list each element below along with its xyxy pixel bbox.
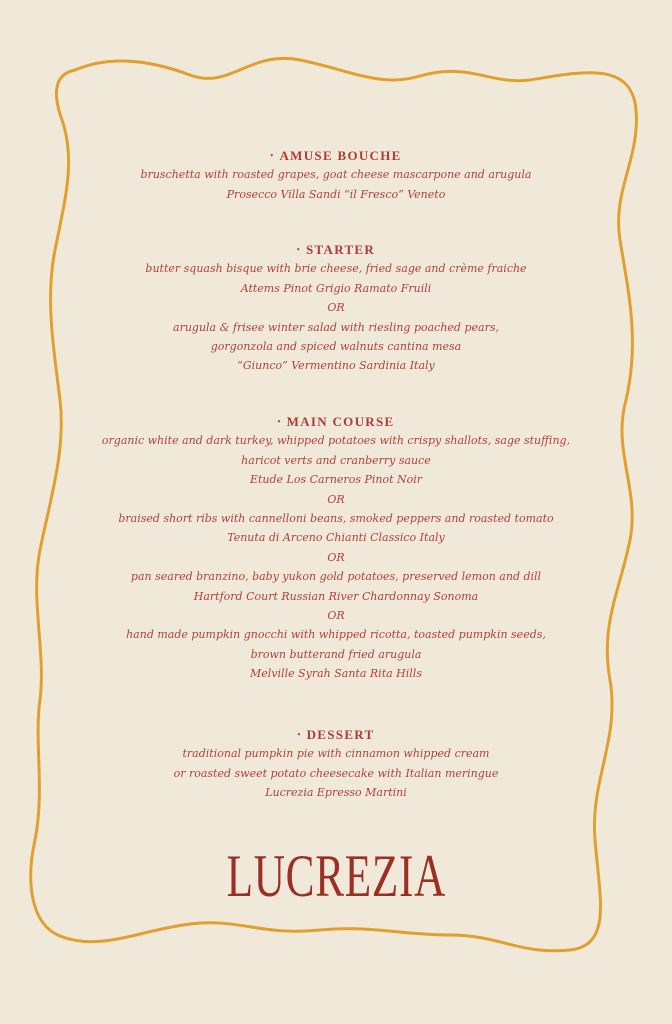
menu-line: OR	[327, 301, 345, 315]
menu-line: “Giunco” Vermentino Sardinia Italy	[237, 359, 435, 373]
section-amuse-bouche	[0, 146, 672, 204]
heading-text: STARTER	[306, 242, 376, 257]
menu-line: Lucrezia Epresso Martini	[265, 786, 407, 800]
menu-line: braised short ribs with cannelloni beans, smoked peppers and roasted tomato	[118, 511, 554, 525]
restaurant-logo	[0, 844, 672, 908]
bullet: •	[297, 730, 302, 739]
menu-line: traditional pumpkin pie with cinnamon whipped cream	[182, 747, 490, 761]
menu-line: or roasted sweet potato cheesecake with Italian meringue	[173, 766, 499, 780]
heading-text: AMUSE BOUCHE	[279, 148, 402, 163]
menu-line: gorgonzola and spiced walnuts cantina mesa	[210, 339, 462, 353]
menu-line: OR	[327, 608, 345, 622]
logo-text: LUCREZIA	[226, 843, 446, 909]
menu-line: Melville Syrah Santa Rita Hills	[250, 667, 422, 681]
bullet: •	[296, 245, 301, 254]
section-heading	[0, 725, 672, 744]
menu-line: Etude Los Carneros Pinot Noir	[249, 473, 423, 487]
menu-line: Hartford Court Russian River Chardonnay Sonoma	[193, 589, 479, 603]
menu-line: bruschetta with roasted grapes, goat cheese mascarpone and arugula	[140, 168, 532, 182]
menu-line: hand made pumpkin gnocchi with whipped ricotta, toasted pumpkin seeds,	[126, 628, 546, 642]
heading-text: DESSERT	[306, 727, 375, 742]
menu-line: OR	[327, 492, 345, 506]
section-starter	[0, 240, 672, 376]
menu-line: haricot verts and cranberry sauce	[241, 453, 431, 467]
menu-line: Tenuta di Arceno Chianti Classico Italy	[227, 531, 445, 545]
menu-line: pan seared branzino, baby yukon gold potatoes, preserved lemon and dill	[130, 570, 542, 584]
menu-line: Attems Pinot Grigio Ramato Fruili	[240, 281, 432, 295]
menu-line: butter squash bisque with brie cheese, fried sage and crème fraiche	[145, 262, 527, 276]
menu-line: brown butterand fried arugula	[250, 647, 422, 661]
menu-line: OR	[327, 550, 345, 564]
menu-line: organic white and dark turkey, whipped potatoes with crispy shallots, sage stuffing,	[101, 434, 571, 448]
section-main-course	[0, 412, 672, 683]
menu-line: Prosecco Villa Sandi “il Fresco” Veneto	[226, 187, 446, 201]
heading-text: MAIN COURSE	[286, 414, 395, 429]
bullet: •	[270, 151, 275, 160]
bullet: •	[277, 417, 282, 426]
section-heading	[0, 412, 672, 431]
menu-line: arugula & frisee winter salad with riesling poached pears,	[173, 320, 499, 334]
section-heading	[0, 146, 672, 165]
section-dessert	[0, 725, 672, 803]
section-heading	[0, 240, 672, 259]
